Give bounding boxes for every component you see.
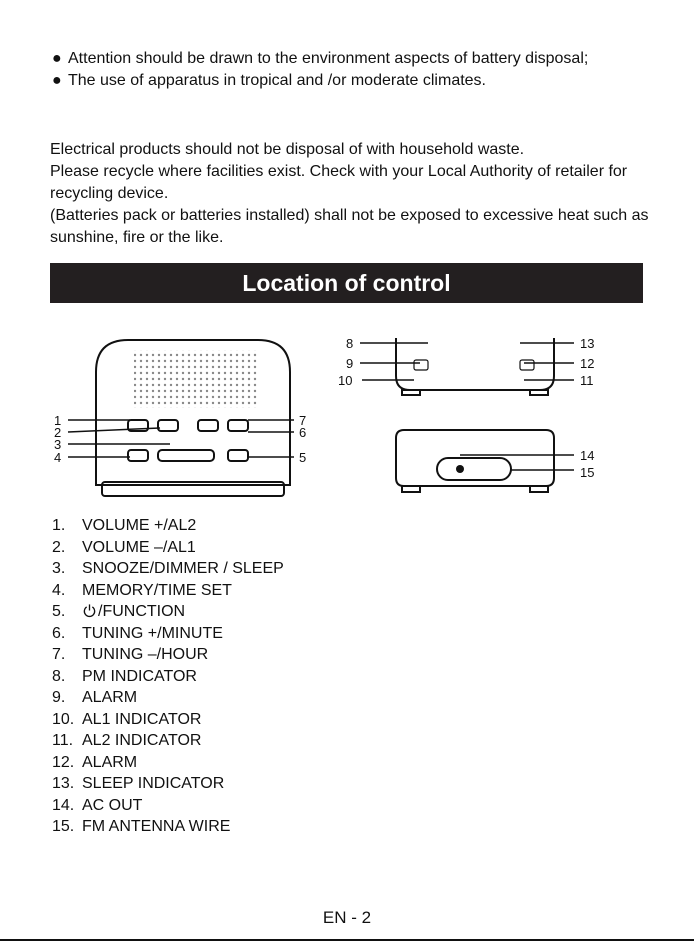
callout-label: 6 (299, 425, 307, 440)
top-view (396, 338, 554, 395)
item-label: VOLUME +/AL2 (82, 517, 197, 534)
item-label: ALARM (82, 689, 138, 706)
front-callout-lines (68, 420, 294, 457)
front-button (128, 450, 148, 461)
top-body (396, 338, 554, 390)
item-label: VOLUME –/AL1 (82, 538, 196, 556)
top-foot (530, 390, 548, 395)
paragraph-line: (Batteries pack or batteries installed) shall not be exposed to excessive heat such as sunshine, fire or the like. (50, 207, 649, 246)
item-number: 12. (52, 753, 75, 771)
bullet-marker: ● (52, 72, 62, 89)
list-item (52, 730, 452, 752)
item-number: 3. (52, 560, 66, 577)
list-item (52, 537, 452, 559)
item-label: /FUNCTION (98, 603, 186, 620)
callout-label: 3 (54, 437, 62, 452)
list-item (52, 795, 452, 817)
list-item (52, 580, 452, 602)
back-foot (530, 486, 548, 492)
item-label: AC OUT (82, 796, 143, 814)
list-item (52, 687, 452, 709)
front-button (198, 420, 218, 431)
item-number: 13. (52, 775, 75, 792)
bullet-text: The use of apparatus in tropical and /or moderate climates. (68, 72, 486, 89)
list-item (52, 709, 452, 731)
item-number: 2. (52, 538, 66, 556)
bullet-marker: ● (52, 50, 62, 67)
item-label: AL1 INDICATOR (82, 710, 202, 728)
top-switch (520, 360, 534, 370)
section-title: Location of control (50, 263, 643, 303)
item-number: 6. (52, 624, 66, 642)
power-icon (82, 603, 97, 618)
bullet-text: Attention should be drawn to the environment aspects of battery disposal; (68, 50, 589, 67)
item-number: 1. (52, 517, 66, 534)
bottom-divider (0, 939, 694, 941)
page-number: EN - 2 (322, 908, 372, 927)
list-item (52, 644, 452, 666)
item-label: AL2 INDICATOR (82, 732, 202, 749)
item-number: 15. (52, 818, 75, 835)
callout-label: 2 (54, 425, 62, 440)
paragraph-line: Please recycle where facilities exist. Check with your Local Authority of retailer for recycling device. (50, 163, 628, 202)
item-number: 10. (52, 710, 75, 728)
list-item (52, 666, 452, 688)
top-callout-lines (360, 343, 574, 380)
item-label: FM ANTENNA WIRE (82, 818, 231, 835)
callout-label: 8 (346, 336, 354, 351)
list-item (52, 515, 452, 537)
list-item (52, 773, 452, 795)
item-label: MEMORY/TIME SET (82, 581, 232, 599)
back-view (396, 430, 554, 492)
front-button (158, 420, 178, 431)
callout-label: 14 (580, 448, 595, 463)
item-number: 7. (52, 646, 66, 663)
item-label: SLEEP INDICATOR (82, 775, 225, 792)
bullet-list (52, 48, 652, 92)
list-item (52, 752, 452, 774)
list-item (52, 558, 452, 580)
callout-label: 13 (580, 336, 595, 351)
item-number: 11. (52, 732, 74, 749)
list-item (52, 623, 452, 645)
item-label: PM INDICATOR (82, 667, 197, 685)
bullet-item (52, 48, 652, 70)
callout-label: 7 (299, 413, 307, 428)
callout-label: 10 (338, 373, 353, 388)
item-number: 14. (52, 796, 75, 814)
item-label: TUNING –/HOUR (82, 646, 209, 663)
top-switch (414, 360, 428, 370)
speaker-grille (134, 350, 258, 408)
front-button (228, 450, 248, 461)
control-location-diagram (0, 310, 694, 510)
ac-out-jack (456, 465, 464, 473)
paragraph-line: Electrical products should not be disposal of with household waste. (50, 141, 525, 158)
callout-label: 1 (54, 413, 62, 428)
callout-label: 15 (580, 465, 595, 480)
callout-label: 11 (580, 373, 594, 388)
disposal-paragraph (50, 139, 650, 249)
item-number: 8. (52, 667, 66, 685)
item-label: SNOOZE/DIMMER / SLEEP (82, 560, 284, 577)
callout-label: 12 (580, 356, 595, 371)
controls-list (52, 515, 452, 838)
back-foot (402, 486, 420, 492)
top-foot (402, 390, 420, 395)
item-label: ALARM (82, 753, 138, 771)
front-snooze-bar (158, 450, 214, 461)
item-number: 5. (52, 603, 66, 620)
item-number: 9. (52, 689, 66, 706)
item-number: 4. (52, 581, 66, 599)
bullet-item (52, 70, 652, 92)
back-connector-panel (437, 458, 511, 480)
list-item (52, 601, 452, 623)
list-item (52, 816, 452, 838)
callout-label: 9 (346, 356, 354, 371)
front-button (228, 420, 248, 431)
item-label: TUNING +/MINUTE (82, 624, 223, 642)
callout-label: 5 (299, 450, 307, 465)
callout-label: 4 (54, 450, 62, 465)
